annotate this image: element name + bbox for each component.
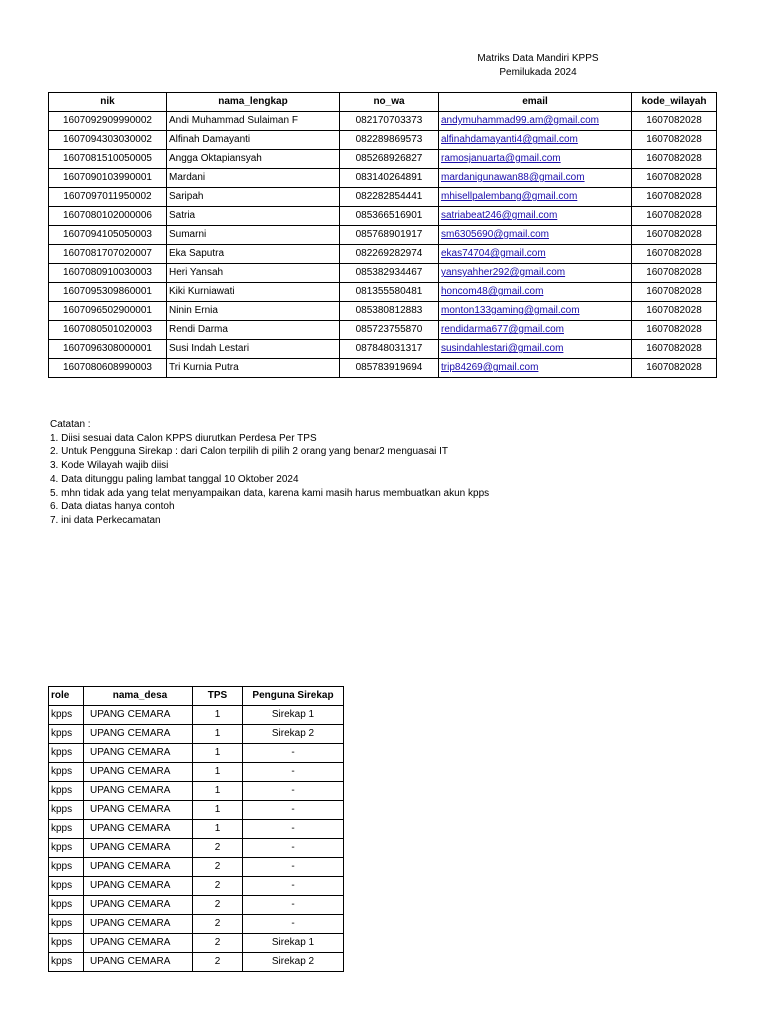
cell-role: kpps	[49, 782, 84, 801]
column-header-role: role	[49, 687, 84, 706]
cell-nik: 1607080910030003	[49, 264, 167, 283]
cell-tps: 2	[193, 877, 243, 896]
email-link[interactable]: honcom48@gmail.com	[441, 286, 544, 297]
cell-nama-lengkap: Eka Saputra	[167, 245, 340, 264]
cell-penguna-sirekap: -	[243, 877, 344, 896]
column-header-penguna-sirekap: Penguna Sirekap	[243, 687, 344, 706]
cell-nama-lengkap: Heri Yansah	[167, 264, 340, 283]
table-row	[49, 953, 344, 972]
cell-nama-desa: UPANG CEMARA	[84, 706, 193, 725]
cell-email	[439, 302, 632, 321]
cell-email	[439, 245, 632, 264]
cell-penguna-sirekap: -	[243, 896, 344, 915]
table-row	[49, 858, 344, 877]
email-link[interactable]: sm6305690@gmail.com	[441, 229, 549, 240]
cell-no-wa: 085382934467	[340, 264, 439, 283]
email-link[interactable]: ekas74704@gmail.com	[441, 248, 546, 259]
role-table	[48, 686, 344, 972]
table-header-row	[49, 687, 344, 706]
cell-kode-wilayah: 1607082028	[632, 169, 717, 188]
cell-tps: 2	[193, 915, 243, 934]
cell-no-wa: 081355580481	[340, 283, 439, 302]
cell-nik: 1607090103990001	[49, 169, 167, 188]
cell-email	[439, 321, 632, 340]
cell-kode-wilayah: 1607082028	[632, 302, 717, 321]
cell-nama-desa: UPANG CEMARA	[84, 896, 193, 915]
email-link[interactable]: trip84269@gmail.com	[441, 362, 539, 373]
table-row	[49, 763, 344, 782]
cell-nama-lengkap: Ninin Ernia	[167, 302, 340, 321]
column-header-nama-lengkap: nama_lengkap	[167, 93, 340, 112]
column-header-kode-wilayah: kode_wilayah	[632, 93, 717, 112]
cell-role: kpps	[49, 820, 84, 839]
column-header-no-wa: no_wa	[340, 93, 439, 112]
cell-nama-lengkap: Mardani	[167, 169, 340, 188]
cell-email	[439, 264, 632, 283]
email-link[interactable]: susindahlestari@gmail.com	[441, 343, 564, 354]
cell-penguna-sirekap: -	[243, 782, 344, 801]
cell-tps: 1	[193, 763, 243, 782]
table-row	[49, 150, 717, 169]
cell-nama-lengkap: Angga Oktapiansyah	[167, 150, 340, 169]
cell-penguna-sirekap: Sirekap 2	[243, 953, 344, 972]
cell-nama-lengkap: Saripah	[167, 188, 340, 207]
column-header-email: email	[439, 93, 632, 112]
cell-penguna-sirekap: -	[243, 858, 344, 877]
cell-nama-desa: UPANG CEMARA	[84, 858, 193, 877]
cell-penguna-sirekap: -	[243, 839, 344, 858]
cell-nama-lengkap: Susi Indah Lestari	[167, 340, 340, 359]
cell-nik: 1607080501020003	[49, 321, 167, 340]
cell-role: kpps	[49, 858, 84, 877]
cell-nama-lengkap: Tri Kurnia Putra	[167, 359, 340, 378]
cell-nama-desa: UPANG CEMARA	[84, 839, 193, 858]
cell-nama-lengkap: Andi Muhammad Sulaiman F	[167, 112, 340, 131]
cell-no-wa: 085366516901	[340, 207, 439, 226]
cell-email	[439, 150, 632, 169]
cell-role: kpps	[49, 725, 84, 744]
table-row	[49, 131, 717, 150]
cell-penguna-sirekap: -	[243, 915, 344, 934]
table-row	[49, 359, 717, 378]
cell-role: kpps	[49, 763, 84, 782]
cell-nik: 1607092909990002	[49, 112, 167, 131]
cell-tps: 1	[193, 820, 243, 839]
cell-email	[439, 188, 632, 207]
cell-no-wa: 083140264891	[340, 169, 439, 188]
cell-nama-desa: UPANG CEMARA	[84, 820, 193, 839]
cell-nama-lengkap: Kiki Kurniawati	[167, 283, 340, 302]
table-row	[49, 226, 717, 245]
cell-kode-wilayah: 1607082028	[632, 264, 717, 283]
cell-kode-wilayah: 1607082028	[632, 207, 717, 226]
cell-tps: 2	[193, 953, 243, 972]
email-link[interactable]: satriabeat246@gmail.com	[441, 210, 558, 221]
cell-email	[439, 359, 632, 378]
cell-tps: 1	[193, 706, 243, 725]
cell-no-wa: 082289869573	[340, 131, 439, 150]
table-row	[49, 896, 344, 915]
email-link[interactable]: mhisellpalembang@gmail.com	[441, 191, 578, 202]
cell-tps: 2	[193, 896, 243, 915]
note-item: 1. Diisi sesuai data Calon KPPS diurutkan Perdesa Per TPS	[50, 432, 317, 444]
cell-nama-desa: UPANG CEMARA	[84, 801, 193, 820]
cell-tps: 1	[193, 782, 243, 801]
note-item: 5. mhn tidak ada yang telat menyampaikan data, karena kami masih harus membuatkan akun kpps	[50, 487, 490, 499]
cell-role: kpps	[49, 896, 84, 915]
cell-nik: 1607094105050003	[49, 226, 167, 245]
table-row	[49, 744, 344, 763]
email-link[interactable]: rendidarma677@gmail.com	[441, 324, 564, 335]
cell-nama-desa: UPANG CEMARA	[84, 725, 193, 744]
cell-nama-lengkap: Satria	[167, 207, 340, 226]
email-link[interactable]: andymuhammad99.am@gmail.com	[441, 115, 599, 126]
cell-no-wa: 085783919694	[340, 359, 439, 378]
cell-kode-wilayah: 1607082028	[632, 188, 717, 207]
cell-no-wa: 085268926827	[340, 150, 439, 169]
cell-no-wa: 087848031317	[340, 340, 439, 359]
table-row	[49, 340, 717, 359]
cell-role: kpps	[49, 877, 84, 896]
cell-email	[439, 169, 632, 188]
table-row	[49, 207, 717, 226]
kpps-data-table	[48, 92, 717, 378]
cell-nik: 1607080608990003	[49, 359, 167, 378]
cell-nik: 1607081510050005	[49, 150, 167, 169]
cell-email	[439, 226, 632, 245]
cell-tps: 2	[193, 858, 243, 877]
cell-nik: 1607096308000001	[49, 340, 167, 359]
cell-no-wa: 082282854441	[340, 188, 439, 207]
cell-email	[439, 340, 632, 359]
cell-no-wa: 085723755870	[340, 321, 439, 340]
table-row	[49, 188, 717, 207]
cell-kode-wilayah: 1607082028	[632, 321, 717, 340]
cell-no-wa: 082269282974	[340, 245, 439, 264]
cell-role: kpps	[49, 915, 84, 934]
cell-nama-lengkap: Alfinah Damayanti	[167, 131, 340, 150]
note-item: 7. ini data Perkecamatan	[50, 514, 161, 526]
cell-nama-desa: UPANG CEMARA	[84, 744, 193, 763]
cell-role: kpps	[49, 839, 84, 858]
cell-kode-wilayah: 1607082028	[632, 340, 717, 359]
email-link[interactable]: mardanigunawan88@gmail.com	[441, 172, 585, 183]
cell-kode-wilayah: 1607082028	[632, 359, 717, 378]
cell-nik: 1607080102000006	[49, 207, 167, 226]
cell-nik: 1607094303030002	[49, 131, 167, 150]
cell-kode-wilayah: 1607082028	[632, 150, 717, 169]
title-line-2: Pemilukada 2024	[499, 67, 577, 78]
table-header-row	[49, 93, 717, 112]
column-header-nama-desa: nama_desa	[84, 687, 193, 706]
table-row	[49, 264, 717, 283]
table-row	[49, 725, 344, 744]
email-link[interactable]: ramosjanuarta@gmail.com	[441, 153, 561, 164]
cell-tps: 2	[193, 934, 243, 953]
table-row	[49, 245, 717, 264]
cell-penguna-sirekap: Sirekap 1	[243, 934, 344, 953]
table-row	[49, 112, 717, 131]
table-row	[49, 877, 344, 896]
note-item: 3. Kode Wilayah wajib diisi	[50, 460, 169, 472]
cell-email	[439, 131, 632, 150]
cell-nama-lengkap: Rendi Darma	[167, 321, 340, 340]
cell-penguna-sirekap: Sirekap 1	[243, 706, 344, 725]
cell-penguna-sirekap: -	[243, 801, 344, 820]
cell-role: kpps	[49, 801, 84, 820]
table-row	[49, 782, 344, 801]
email-link[interactable]: monton133gaming@gmail.com	[441, 305, 580, 316]
table-row	[49, 283, 717, 302]
cell-kode-wilayah: 1607082028	[632, 283, 717, 302]
document-title	[0, 52, 768, 80]
note-item: 6. Data diatas hanya contoh	[50, 501, 175, 513]
cell-tps: 1	[193, 725, 243, 744]
table-row	[49, 839, 344, 858]
column-header-nik: nik	[49, 93, 167, 112]
cell-email	[439, 283, 632, 302]
email-link[interactable]: yansyahher292@gmail.com	[441, 267, 566, 278]
cell-email	[439, 112, 632, 131]
cell-nama-desa: UPANG CEMARA	[84, 877, 193, 896]
cell-nama-desa: UPANG CEMARA	[84, 953, 193, 972]
cell-penguna-sirekap: Sirekap 2	[243, 725, 344, 744]
cell-kode-wilayah: 1607082028	[632, 226, 717, 245]
cell-penguna-sirekap: -	[243, 763, 344, 782]
cell-tps: 2	[193, 839, 243, 858]
cell-tps: 1	[193, 801, 243, 820]
cell-nama-desa: UPANG CEMARA	[84, 763, 193, 782]
cell-kode-wilayah: 1607082028	[632, 112, 717, 131]
cell-nik: 1607097011950002	[49, 188, 167, 207]
column-header-tps: TPS	[193, 687, 243, 706]
table-row	[49, 302, 717, 321]
cell-role: kpps	[49, 953, 84, 972]
table-row	[49, 915, 344, 934]
cell-no-wa: 085768901917	[340, 226, 439, 245]
cell-nama-desa: UPANG CEMARA	[84, 915, 193, 934]
cell-nama-desa: UPANG CEMARA	[84, 934, 193, 953]
email-link[interactable]: alfinahdamayanti4@gmail.com	[441, 134, 578, 145]
cell-kode-wilayah: 1607082028	[632, 131, 717, 150]
note-item: 2. Untuk Pengguna Sirekap : dari Calon terpilih di pilih 2 orang yang benar2 menguasai IT	[50, 446, 449, 458]
table-row	[49, 321, 717, 340]
table-row	[49, 706, 344, 725]
cell-nama-desa: UPANG CEMARA	[84, 782, 193, 801]
cell-nik: 1607095309860001	[49, 283, 167, 302]
cell-nik: 1607081707020007	[49, 245, 167, 264]
cell-tps: 1	[193, 744, 243, 763]
cell-penguna-sirekap: -	[243, 820, 344, 839]
table-row	[49, 934, 344, 953]
cell-nik: 1607096502900001	[49, 302, 167, 321]
cell-role: kpps	[49, 934, 84, 953]
cell-penguna-sirekap: -	[243, 744, 344, 763]
table-row	[49, 820, 344, 839]
cell-kode-wilayah: 1607082028	[632, 245, 717, 264]
table-row	[49, 169, 717, 188]
table-row	[49, 801, 344, 820]
cell-role: kpps	[49, 744, 84, 763]
cell-no-wa: 082170703373	[340, 112, 439, 131]
cell-no-wa: 085380812883	[340, 302, 439, 321]
cell-role: kpps	[49, 706, 84, 725]
notes-heading: Catatan :	[50, 419, 91, 430]
title-line-1: Matriks Data Mandiri KPPS	[477, 53, 599, 64]
cell-email	[439, 207, 632, 226]
note-item: 4. Data ditunggu paling lambat tanggal 10 Oktober 2024	[50, 473, 299, 485]
notes-section	[50, 418, 489, 528]
cell-nama-lengkap: Sumarni	[167, 226, 340, 245]
